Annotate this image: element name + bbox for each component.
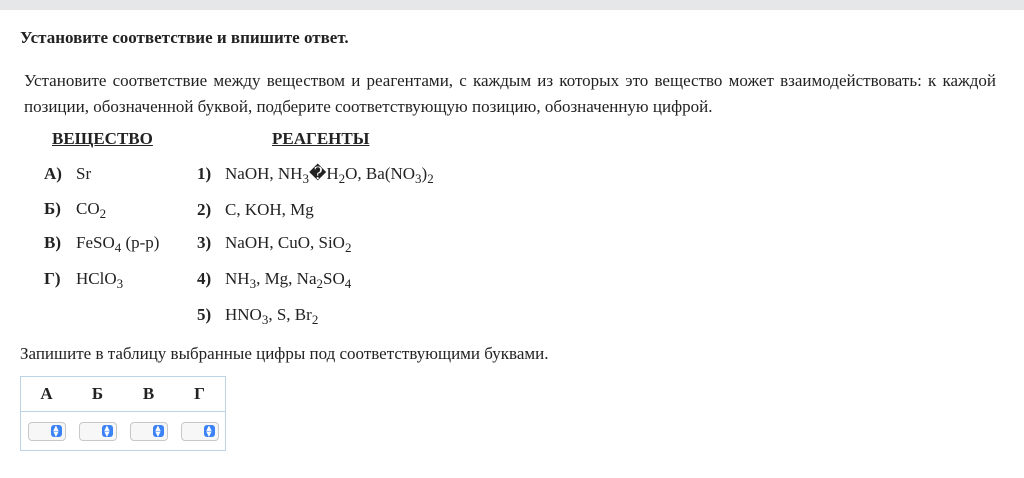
reagent-formula: C, KOH, Mg bbox=[225, 200, 314, 219]
reagent-label: 4) bbox=[197, 269, 212, 288]
answer-select-g[interactable] bbox=[181, 422, 219, 441]
select-arrows-icon: ▲ ▼ bbox=[204, 425, 215, 437]
select-arrows-icon: ▲ ▼ bbox=[102, 425, 113, 437]
substance-item bbox=[44, 164, 91, 184]
reagent-item bbox=[197, 164, 434, 184]
answer-header-v: В bbox=[123, 377, 174, 412]
answer-select-v[interactable] bbox=[130, 422, 168, 441]
answer-select-a[interactable] bbox=[28, 422, 66, 441]
substance-formula: FeSO$_4$ (р-р) bbox=[76, 233, 160, 255]
task-heading: Установите соответствие и впишите ответ. bbox=[20, 28, 349, 47]
substance-label: Г) bbox=[44, 269, 61, 288]
reagent-item bbox=[197, 269, 351, 289]
reagent-formula: $NH_3$, Mg, $Na_2SO_4$ bbox=[225, 269, 352, 291]
substance-label: В) bbox=[44, 233, 61, 252]
reagent-item bbox=[197, 305, 318, 325]
reagent-formula: $HNO_3$, S, $Br_2$ bbox=[225, 305, 319, 327]
substance-formula: $CO_2$ bbox=[76, 199, 107, 221]
answer-instruction: Запишите в таблицу выбранные цифры под соответствующими буквами. bbox=[20, 344, 549, 363]
substance-label: Б) bbox=[44, 199, 61, 218]
answer-cell-a bbox=[21, 412, 73, 451]
substance-formula: HClO$_3$ bbox=[76, 269, 124, 291]
select-arrows-icon: ▲ ▼ bbox=[153, 425, 164, 437]
substance-item bbox=[44, 233, 159, 253]
answer-cell-g bbox=[174, 412, 226, 451]
select-arrows-icon: ▲ ▼ bbox=[51, 425, 62, 437]
answer-header-b: Б bbox=[72, 377, 123, 412]
substance-column-header: ВЕЩЕСТВО bbox=[52, 129, 153, 148]
substance-label: А) bbox=[44, 164, 62, 183]
task-description: Установите соответствие между веществом и реагентами, с каждым из которых это вещество может взаимодействовать: к каждой позиции, обозначенной буквой, подберите соответствующую позицию, обозначенную цифрой. bbox=[24, 71, 996, 116]
substance-item bbox=[44, 269, 123, 289]
reagent-label: 2) bbox=[197, 200, 212, 219]
substance-formula: Sr bbox=[76, 164, 92, 183]
answer-header-g: Г bbox=[174, 377, 226, 412]
answer-table bbox=[20, 376, 226, 451]
reagent-formula: NaOH, CuO, SiO$_2$ bbox=[225, 233, 352, 255]
reagent-label: 5) bbox=[197, 305, 212, 324]
answer-header-a: А bbox=[21, 377, 73, 412]
reagent-label: 3) bbox=[197, 233, 212, 252]
top-bar bbox=[0, 0, 1024, 10]
reagent-formula: NaOH, $NH_3�H_2O$, $Ba(NO_3)_2$ bbox=[225, 164, 434, 186]
reagent-label: 1) bbox=[197, 164, 212, 183]
reagents-column-header: РЕАГЕНТЫ bbox=[272, 129, 370, 148]
reagent-item bbox=[197, 200, 314, 220]
answer-cell-v bbox=[123, 412, 174, 451]
answer-select-b[interactable] bbox=[79, 422, 117, 441]
reagent-item bbox=[197, 233, 351, 253]
answer-cell-b bbox=[72, 412, 123, 451]
substance-item bbox=[44, 199, 106, 219]
